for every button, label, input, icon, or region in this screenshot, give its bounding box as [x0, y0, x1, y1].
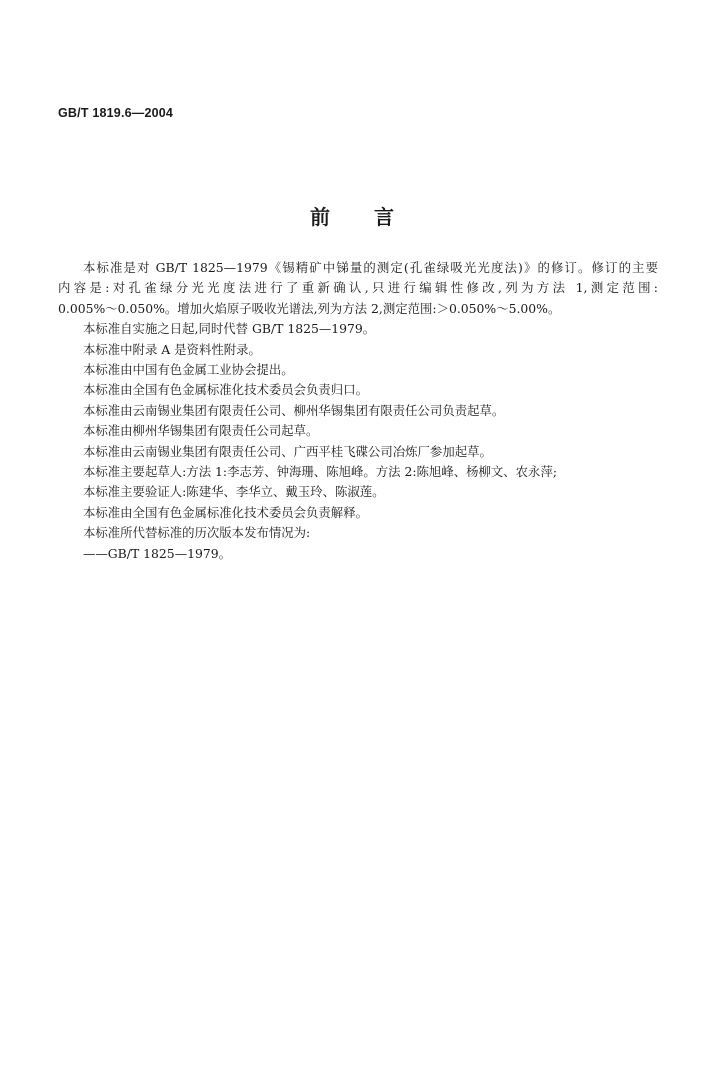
standard-code: GB/T 1819.6—2004 [58, 106, 174, 120]
verifiers-paragraph: 本标准主要验证人:陈建华、李华立、戴玉玲、陈淑莲。 [83, 484, 385, 500]
drafters-paragraph: 本标准主要起草人:方法 1:李志芳、钟海珊、陈旭峰。方法 2:陈旭峰、杨柳文、农永萍; [83, 464, 558, 480]
centralized-by-paragraph: 本标准由全国有色金属标准化技术委员会负责归口。 [83, 382, 368, 398]
foreword-body [58, 258, 658, 564]
appendix-paragraph: 本标准中附录 A 是资料性附录。 [83, 341, 261, 357]
revision-line-2: 内容是:对孔雀绿分光光度法进行了重新确认,只进行编辑性修改,列为方法 1,测定范围: [58, 280, 658, 296]
effective-paragraph: 本标准自实施之日起,同时代替 GB/T 1825—1979。 [83, 321, 376, 337]
drafted-responsibility-paragraph: 本标准由云南锡业集团有限责任公司、柳州华锡集团有限责任公司负责起草。 [83, 402, 505, 418]
revision-paragraph [58, 258, 658, 319]
drafted-by-paragraph: 本标准由柳州华锡集团有限责任公司起草。 [83, 423, 319, 439]
revision-line-1: 本标准是对 GB/T 1825—1979《锡精矿中锑量的测定(孔雀绿吸光光度法)》的修订。修订的主要 [83, 260, 658, 275]
foreword-title: 前言 [310, 205, 438, 229]
history-item: ——GB/T 1825—1979。 [83, 545, 232, 561]
interpretation-paragraph: 本标准由全国有色金属标准化技术委员会负责解释。 [83, 504, 368, 520]
revision-line-3: 0.005%～0.050%。增加火焰原子吸收光谱法,列为方法 2,测定范围:＞0.050%～5.00%。 [58, 300, 561, 316]
participated-paragraph: 本标准由云南锡业集团有限责任公司、广西平桂飞碟公司冶炼厂参加起草。 [83, 443, 492, 459]
proposed-by-paragraph: 本标准由中国有色金属工业协会提出。 [83, 362, 294, 378]
history-intro-paragraph: 本标准所代替标准的历次版本发布情况为: [83, 525, 311, 541]
